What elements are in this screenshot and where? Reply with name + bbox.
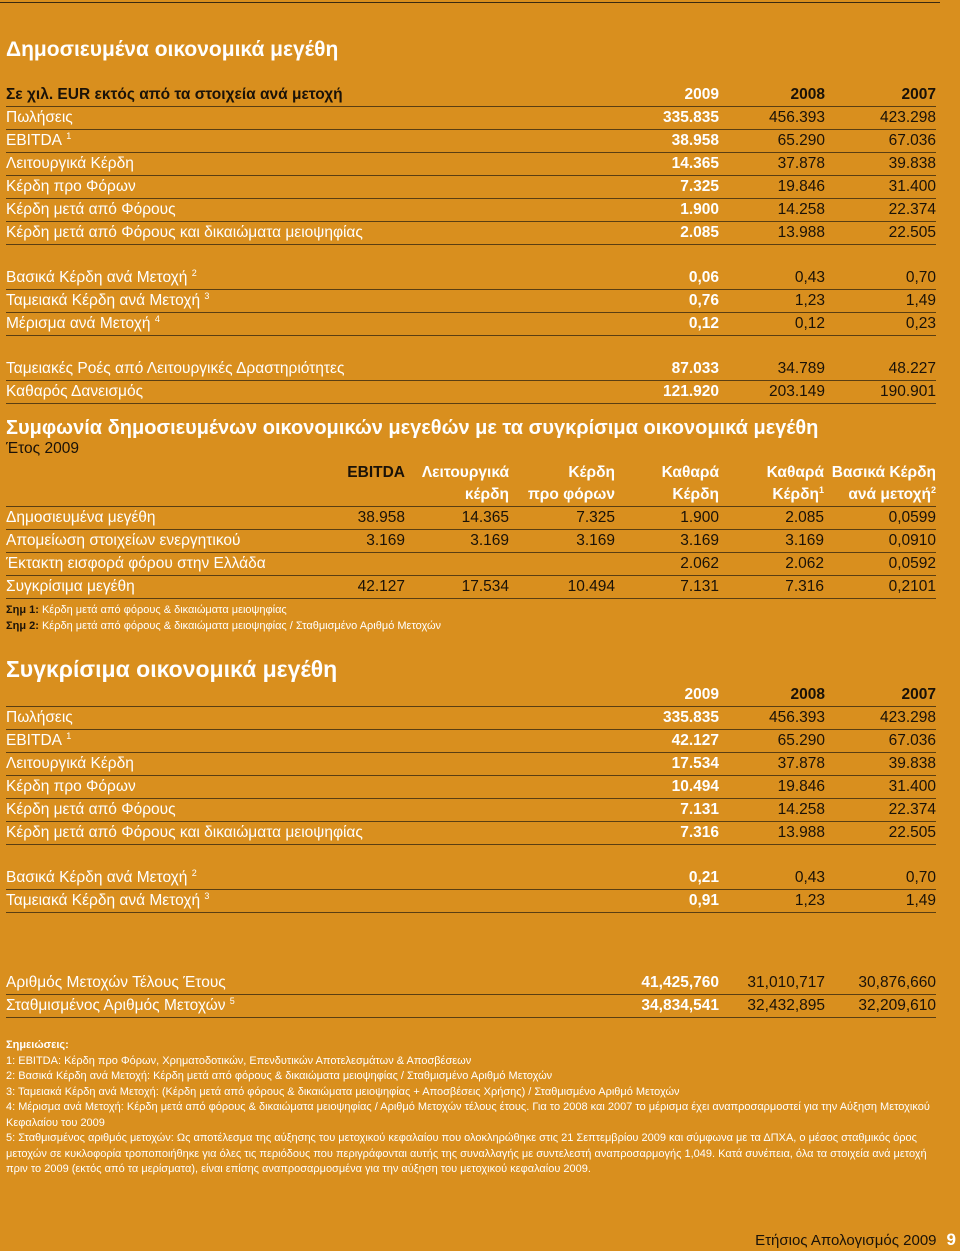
note-text: Κέρδη μετά από φόρους & δικαιώματα μειοψηφίας / Σταθμισμένο Αριθμό Μετοχών [38, 620, 442, 632]
table-row [6, 995, 936, 1018]
value-2007: 22.374 [825, 799, 936, 822]
reconciliation-row [6, 553, 936, 576]
value-2008: 34.789 [719, 358, 825, 381]
value-2009: 34,834,541 [516, 995, 719, 1018]
value-c4: 2.062 [615, 553, 719, 576]
value-c1: 3.169 [306, 530, 405, 553]
year-2007: 2007 [825, 684, 936, 707]
value-2008: 37.878 [719, 753, 825, 776]
page-number: 9 [946, 1230, 956, 1249]
section2-title: Συμφωνία δημοσιευμένων οικονομικών μεγεθών με τα συγκρίσιμα οικονομικά μεγέθη [6, 417, 819, 439]
value-c4: 3.169 [615, 530, 719, 553]
reconciliation-row [6, 530, 936, 553]
value-2009: 1.900 [516, 199, 719, 222]
footnotes-heading: Σημειώσεις: [6, 1039, 69, 1051]
note-ref: 1 [818, 484, 824, 495]
row-label [6, 753, 516, 776]
note-ref: 4 [154, 313, 160, 324]
value-2009: 2.085 [516, 222, 719, 245]
value-c2: 14.365 [405, 507, 509, 530]
value-2009: 335.835 [516, 107, 719, 130]
note-ref: 3 [204, 290, 210, 301]
row-label [6, 290, 516, 313]
reconciliation-header-row-2 [6, 484, 936, 507]
value-c6: 0,2101 [824, 576, 936, 599]
value-2008: 0,43 [719, 867, 825, 890]
value-2009: 17.534 [516, 753, 719, 776]
year-2007: 2007 [825, 84, 936, 107]
table-row [6, 176, 936, 199]
row-label [6, 730, 516, 753]
row-label [6, 707, 516, 730]
col-net-minority-sub-text: Κέρδη [772, 486, 819, 503]
value-2007: 31.400 [825, 776, 936, 799]
row-label [6, 222, 516, 245]
row-label-text: Ταμειακά Κέρδη ανά Μετοχή [6, 292, 201, 309]
value-2007: 423.298 [825, 707, 936, 730]
row-label-text: Ταμειακές Ροές από Λειτουργικές Δραστηριότητες [6, 360, 345, 377]
value-2007: 423.298 [825, 107, 936, 130]
value-2008: 0,12 [719, 313, 825, 336]
row-label [6, 867, 516, 890]
row-label [6, 130, 516, 153]
value-2007: 48.227 [825, 358, 936, 381]
value-2007: 67.036 [825, 130, 936, 153]
value-2009: 38.958 [516, 130, 719, 153]
value-2007: 1,49 [825, 890, 936, 913]
table-row [6, 799, 936, 822]
row-label-text: EBITDA [6, 732, 62, 749]
row-label [6, 176, 516, 199]
footnotes [6, 1038, 938, 1178]
table-row [6, 972, 936, 995]
value-2008: 14.258 [719, 199, 825, 222]
note-ref: 5 [229, 995, 235, 1006]
value-2009: 7.131 [516, 799, 719, 822]
value-2009: 7.316 [516, 822, 719, 845]
top-rule [0, 2, 940, 3]
table-row [6, 753, 936, 776]
value-2007: 67.036 [825, 730, 936, 753]
row-label-text: Βασικά Κέρδη ανά Μετοχή [6, 269, 188, 286]
row-label-text: Κέρδη μετά από Φόρους και δικαιώματα μειοψηφίας [6, 224, 363, 241]
row-label-text: Κέρδη προ Φόρων [6, 778, 136, 795]
row-label-text: Βασικά Κέρδη ανά Μετοχή [6, 869, 188, 886]
year-2009: 2009 [516, 684, 719, 707]
row-label-text: Πωλήσεις [6, 109, 73, 126]
row-label-text: Κέρδη προ Φόρων [6, 178, 136, 195]
col-pretax: Κέρδη [568, 464, 615, 481]
col-net-sub: Κέρδη [615, 484, 719, 507]
col-eps-sub [824, 484, 936, 507]
row-label-text: Κέρδη μετά από Φόρους και δικαιώματα μειοψηφίας [6, 824, 363, 841]
row-label [6, 972, 516, 995]
row-label-text: Κέρδη μετά από Φόρους [6, 801, 176, 818]
value-2008: 13.988 [719, 222, 825, 245]
table-row [6, 890, 936, 913]
value-2007: 22.505 [825, 222, 936, 245]
row-label-text: Λειτουργικά Κέρδη [6, 155, 134, 172]
value-2007: 0,70 [825, 867, 936, 890]
col-eps: Βασικά Κέρδη [831, 464, 936, 481]
table-row [6, 290, 936, 313]
value-2008: 19.846 [719, 776, 825, 799]
value-2009: 41,425,760 [516, 972, 719, 995]
value-2007: 190.901 [825, 381, 936, 404]
row-label [6, 107, 516, 130]
row-label [6, 776, 516, 799]
value-c5: 3.169 [719, 530, 824, 553]
col-eps-sub-text: ανά μετοχή [848, 486, 931, 503]
value-c2 [405, 553, 509, 576]
value-2009: 10.494 [516, 776, 719, 799]
table-row [6, 222, 936, 245]
value-2009: 42.127 [516, 730, 719, 753]
page-footer [755, 1230, 956, 1250]
row-label [6, 153, 516, 176]
value-c1: 38.958 [306, 507, 405, 530]
row-label [6, 995, 516, 1018]
value-c3: 3.169 [509, 530, 615, 553]
value-2009: 14.365 [516, 153, 719, 176]
table-row [6, 199, 936, 222]
value-2008: 32,432,895 [719, 995, 825, 1018]
value-c6: 0,0592 [824, 553, 936, 576]
spacer-cell [6, 845, 936, 868]
value-c4: 1.900 [615, 507, 719, 530]
row-label [6, 358, 516, 381]
note-tag: Σημ 1: [6, 604, 39, 616]
value-2009: 0,76 [516, 290, 719, 313]
value-c3 [509, 553, 615, 576]
table-row [6, 313, 936, 336]
value-2009: 7.325 [516, 176, 719, 199]
col-ebitda: EBITDA [347, 464, 405, 481]
footnote-item: 4: Μέρισμα ανά Μετοχή: Κέρδη μετά από φόρους & δικαιώματα μειοψηφίας / Αριθμό Μετοχών τέλους έτους. Για το 2008 και 2007 το μέρισμα έχει αναπροσαρμοστεί για την Αύξηση Μετοχικού Κεφαλαίου του 2009 [6, 1101, 930, 1129]
value-2008: 14.258 [719, 799, 825, 822]
section1-title: Δημοσιευμένα οικονομικά μεγέθη [6, 38, 339, 61]
col-pretax-sub: προ φόρων [509, 484, 615, 507]
row-label-text: Μέρισμα ανά Μετοχή [6, 315, 151, 332]
row-label-text: Καθαρός Δανεισμός [6, 383, 144, 400]
value-c6: 0,0599 [824, 507, 936, 530]
row-label-text: Πωλήσεις [6, 709, 73, 726]
header-label: Σε χιλ. EUR εκτός από τα στοιχεία ανά μετοχή [6, 84, 516, 107]
table-row [6, 153, 936, 176]
footnote-item: 1: EBITDA: Κέρδη προ Φόρων, Χρηματοδοτικών, Επενδυτικών Αποτελεσμάτων & Αποσβέσεων [6, 1054, 472, 1067]
reconciliation-table [6, 462, 936, 599]
reconciliation-notes [6, 602, 441, 634]
footnote-item: 5: Σταθμισμένος αριθμός μετοχών: Ως αποτέλεσμα της αύξησης του μετοχικού κεφαλαίου που ολοκληρώθηκε στις 21 Σεπτεμβρίου 2009 και σύμφωνα με τα ΔΠΧΑ, ο μέσος σταθμικός όρος μετοχών σε κυκλοφορία τροποποιήθηκε για όλες τις περιόδους που περιγράφονται αυτής της συναλλαγής με συντελεστή αναπροσαρμογής 1,049. Κατά συνέπεια, όλα τα στοιχεία ανά μετοχή πριν το 2009 (εκτός από τα μερίσματα), είναι επίσης αναπροσαρμοσμένα για την αύξηση του μετοχικού κεφαλαίου 2009. [6, 1132, 927, 1175]
row-label-text: Κέρδη μετά από Φόρους [6, 201, 176, 218]
section3-title: Συγκρίσιμα οικονομικά μεγέθη [6, 656, 338, 682]
table-header-row [6, 684, 936, 707]
comparable-figures-table [6, 684, 936, 913]
col-net-minority-sub [719, 484, 824, 507]
value-2008: 1,23 [719, 890, 825, 913]
spacer-cell [6, 336, 936, 359]
value-c5: 2.085 [719, 507, 824, 530]
table-row [6, 776, 936, 799]
note-tag: Σημ 2: [6, 620, 39, 632]
value-2007: 30,876,660 [825, 972, 936, 995]
reconciliation-header-row-1 [6, 462, 936, 484]
value-c1 [306, 553, 405, 576]
value-2007: 0,23 [825, 313, 936, 336]
header-label [6, 684, 516, 707]
row-label [6, 381, 516, 404]
spacer-row [6, 845, 936, 868]
row-label [6, 822, 516, 845]
row-label-text: Ταμειακά Κέρδη ανά Μετοχή [6, 892, 201, 909]
table-row [6, 107, 936, 130]
value-2007: 1,49 [825, 290, 936, 313]
table-row [6, 130, 936, 153]
row-label [6, 313, 516, 336]
value-c2: 3.169 [405, 530, 509, 553]
value-2009: 335.835 [516, 707, 719, 730]
row-label [6, 799, 516, 822]
row-label [6, 199, 516, 222]
value-2008: 65.290 [719, 130, 825, 153]
spacer-cell [6, 245, 936, 268]
value-c3: 10.494 [509, 576, 615, 599]
note-ref: 2 [191, 867, 197, 878]
value-2009: 0,91 [516, 890, 719, 913]
spacer-row [6, 245, 936, 268]
value-2007: 39.838 [825, 153, 936, 176]
table-row [6, 867, 936, 890]
value-2008: 456.393 [719, 707, 825, 730]
col-operating: Λειτουργικά [421, 464, 509, 481]
spacer-row [6, 336, 936, 359]
value-2007: 39.838 [825, 753, 936, 776]
reconciliation-row [6, 576, 936, 599]
year-2008: 2008 [719, 84, 825, 107]
value-2007: 22.374 [825, 199, 936, 222]
value-c2: 17.534 [405, 576, 509, 599]
note-ref: 2 [930, 484, 936, 495]
row-label-text: Αριθμός Μετοχών Τέλους Έτους [6, 974, 226, 991]
value-2009: 0,21 [516, 867, 719, 890]
col-net: Καθαρά [661, 464, 719, 481]
table-header-row [6, 84, 936, 107]
year-2009: 2009 [516, 84, 719, 107]
table-row [6, 267, 936, 290]
value-c1: 42.127 [306, 576, 405, 599]
note-line [6, 618, 441, 634]
value-c3: 7.325 [509, 507, 615, 530]
value-2007: 31.400 [825, 176, 936, 199]
footer-label: Ετήσιος Απολογισμός 2009 [755, 1232, 937, 1249]
value-2009: 87.033 [516, 358, 719, 381]
value-2008: 19.846 [719, 176, 825, 199]
col-operating-sub: κέρδη [405, 484, 509, 507]
note-line [6, 602, 441, 618]
year-2008: 2008 [719, 684, 825, 707]
row-label [6, 267, 516, 290]
value-2007: 22.505 [825, 822, 936, 845]
reconciliation-row [6, 507, 936, 530]
row-label: Απομείωση στοιχείων ενεργητικού [6, 530, 306, 553]
row-label: Δημοσιευμένα μεγέθη [6, 507, 306, 530]
value-2008: 0,43 [719, 267, 825, 290]
value-c5: 2.062 [719, 553, 824, 576]
row-label [6, 890, 516, 913]
value-c6: 0,0910 [824, 530, 936, 553]
value-2009: 0,12 [516, 313, 719, 336]
table-row [6, 358, 936, 381]
value-2008: 1,23 [719, 290, 825, 313]
row-label-text: EBITDA [6, 132, 62, 149]
value-c4: 7.131 [615, 576, 719, 599]
note-ref: 1 [66, 730, 72, 741]
col-net-minority: Καθαρά [766, 464, 824, 481]
table-row [6, 381, 936, 404]
published-figures-table [6, 84, 936, 404]
table-row [6, 822, 936, 845]
table-row [6, 730, 936, 753]
section2-subtitle: Έτος 2009 [6, 440, 79, 457]
shares-table [6, 972, 936, 1018]
value-c5: 7.316 [719, 576, 824, 599]
note-ref: 3 [204, 890, 210, 901]
table-row [6, 707, 936, 730]
row-label: Έκτακτη εισφορά φόρου στην Ελλάδα [6, 553, 306, 576]
note-ref: 1 [66, 130, 72, 141]
footnote-item: 3: Ταμειακά Κέρδη ανά Μετοχή: (Κέρδη μετά από φόρους & δικαιώματα μειοψηφίας + Αποσβέσεις Χρήσης) / Σταθμισμένο Αριθμό Μετοχών [6, 1085, 680, 1098]
footnote-item: 2: Βασικά Κέρδη ανά Μετοχή: Κέρδη μετά από φόρους & δικαιώματα μειοψηφίας / Σταθμισμένο Αριθμό Μετοχών [6, 1070, 553, 1082]
value-2008: 65.290 [719, 730, 825, 753]
value-2008: 203.149 [719, 381, 825, 404]
value-2009: 121.920 [516, 381, 719, 404]
value-2008: 13.988 [719, 822, 825, 845]
note-ref: 2 [191, 267, 197, 278]
row-label: Συγκρίσιμα μεγέθη [6, 576, 306, 599]
value-2009: 0,06 [516, 267, 719, 290]
row-label-text: Σταθμισμένος Αριθμός Μετοχών [6, 997, 226, 1014]
value-2008: 37.878 [719, 153, 825, 176]
row-label-text: Λειτουργικά Κέρδη [6, 755, 134, 772]
value-2007: 0,70 [825, 267, 936, 290]
note-text: Κέρδη μετά από φόρους & δικαιώματα μειοψηφίας [38, 604, 287, 616]
value-2008: 31,010,717 [719, 972, 825, 995]
value-2007: 32,209,610 [825, 995, 936, 1018]
value-2008: 456.393 [719, 107, 825, 130]
